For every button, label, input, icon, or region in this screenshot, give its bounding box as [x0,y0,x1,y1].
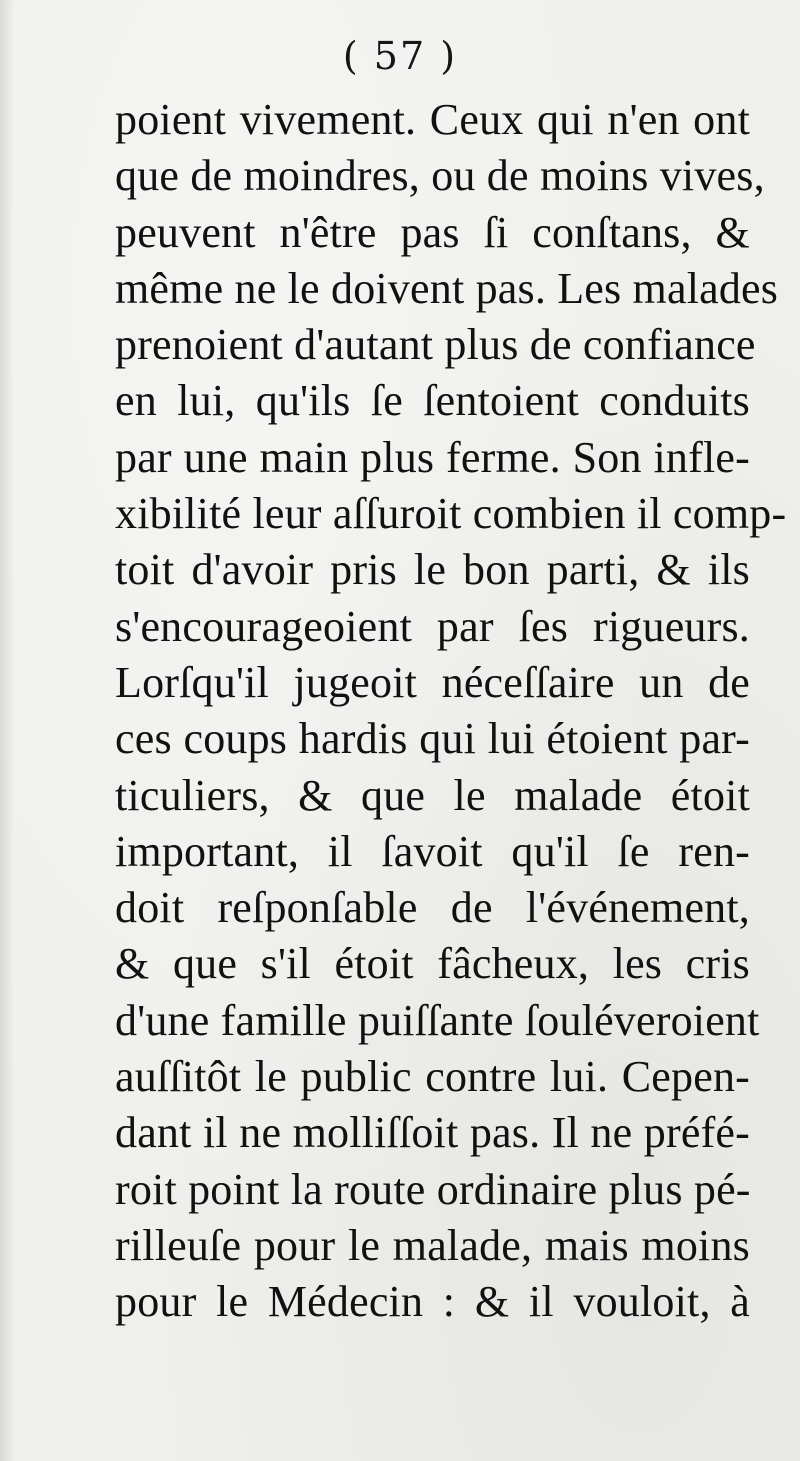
text-line: par une main plus ferme. Son infle- [115,432,750,482]
text-line: doit reſponſable de l'événement, [115,883,750,933]
page-number: ( 57 ) [342,34,458,78]
text-line: peuvent n'être pas ſi conſtans, & [115,207,750,257]
text-line: important, il ſavoit qu'il ſe ren- [115,826,750,876]
text-line: xibilité leur aſſuroit combien il comp- [115,489,787,539]
text-line: auſſitôt le public contre lui. Cepen- [115,1052,750,1102]
text-line: toit d'avoir pris le bon parti, & ils [115,545,750,595]
text-line: s'encourageoient par ſes rigueurs. [115,601,750,651]
page-gutter-shadow [0,0,14,1461]
text-line: rilleuſe pour le malade, mais moins [115,1220,750,1270]
text-line: en lui, qu'ils ſe ſentoient conduits [115,376,750,426]
text-line: ticuliers, & que le malade étoit [115,770,750,820]
text-line: que de moindres, ou de moins vives, [115,151,765,201]
text-line: Lorſqu'il jugeoit néceſſaire un de [115,657,750,707]
text-line: dant il ne molliſſoit pas. Il ne préfé- [115,1108,750,1158]
text-line: ces coups hardis qui lui étoient par- [115,714,750,764]
text-line: roit point la route ordinaire plus pé- [115,1164,751,1214]
text-line: & que s'il étoit fâcheux, les cris [115,939,750,989]
text-line: pour le Médecin : & il vouloit, à [115,1277,750,1327]
text-line: poient vivement. Ceux qui n'en ont [115,95,750,144]
text-line: d'une famille puiſſante ſouléveroient [115,995,760,1045]
text-line: prenoient d'autant plus de confiance [115,320,756,370]
text-line: même ne le doivent pas. Les malades [115,263,779,313]
body-text [115,92,787,1331]
